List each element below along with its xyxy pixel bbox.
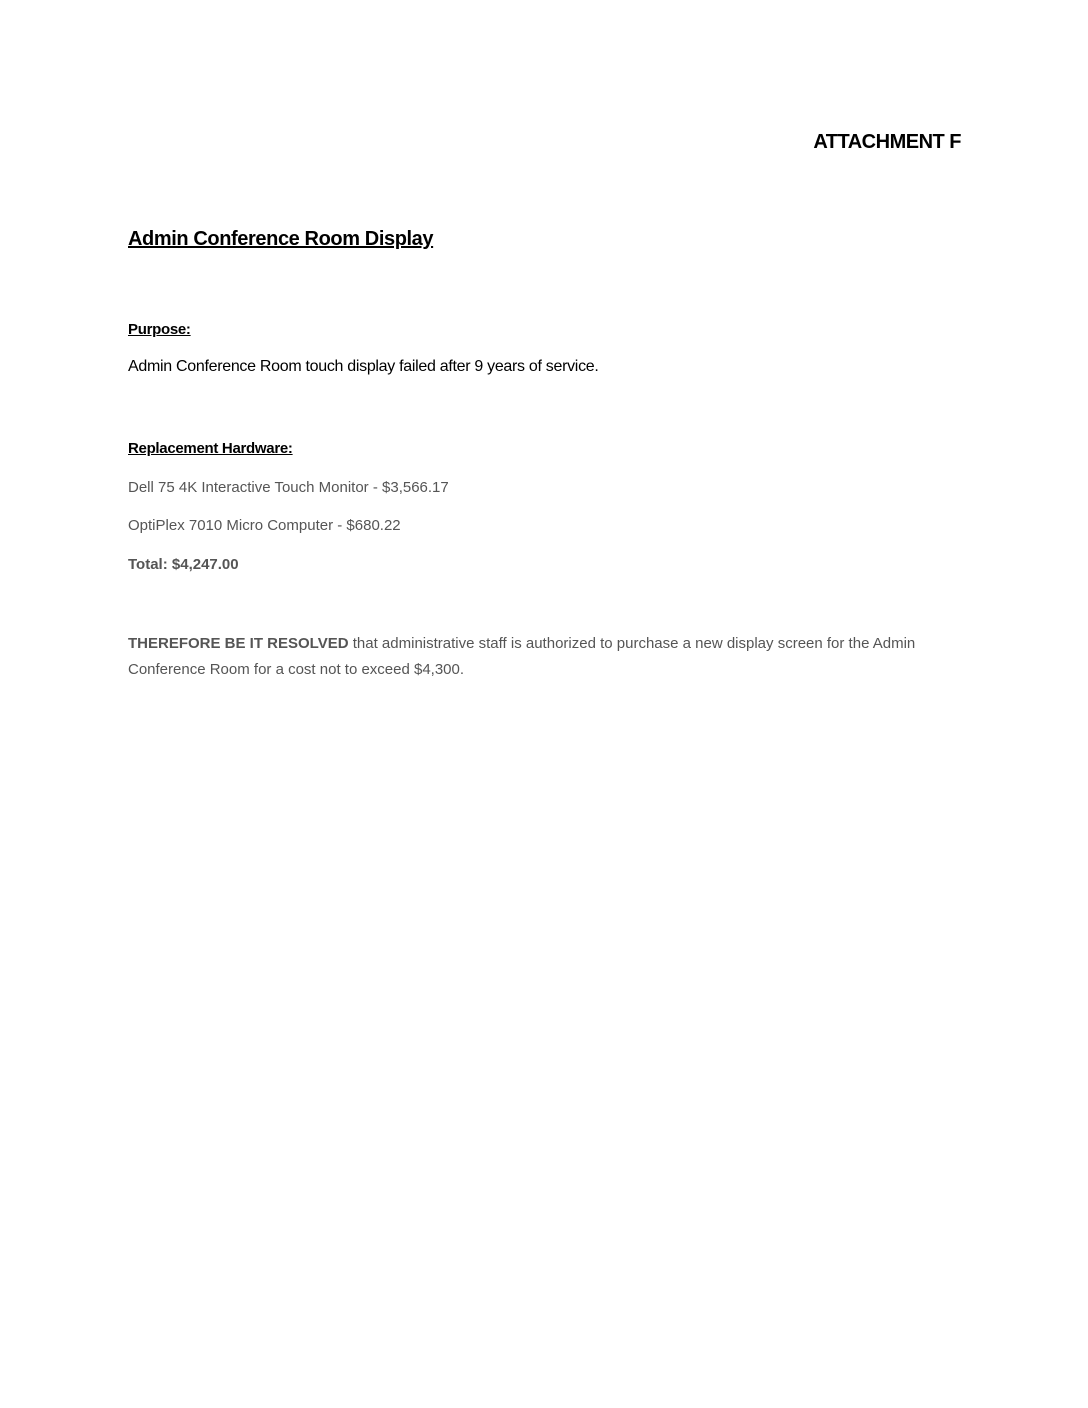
- hardware-item-computer: OptiPlex 7010 Micro Computer - $680.22: [128, 517, 401, 534]
- purpose-heading: Purpose:: [128, 321, 191, 338]
- resolution-paragraph: [128, 631, 958, 683]
- attachment-label: ATTACHMENT F: [813, 131, 961, 153]
- hardware-total: Total: $4,247.00: [128, 556, 239, 573]
- hardware-heading: Replacement Hardware:: [128, 440, 293, 457]
- resolution-lead: THEREFORE BE IT RESOLVED: [128, 635, 349, 652]
- purpose-text: Admin Conference Room touch display failed after 9 years of service.: [128, 358, 599, 375]
- hardware-item-monitor: Dell 75 4K Interactive Touch Monitor - $3,566.17: [128, 479, 449, 496]
- document-title: Admin Conference Room Display: [128, 228, 434, 250]
- resolution-body: that administrative staff is authorized to purchase a new display screen for the Admin Conference Room for a cost not to exceed $4,300.: [128, 635, 916, 678]
